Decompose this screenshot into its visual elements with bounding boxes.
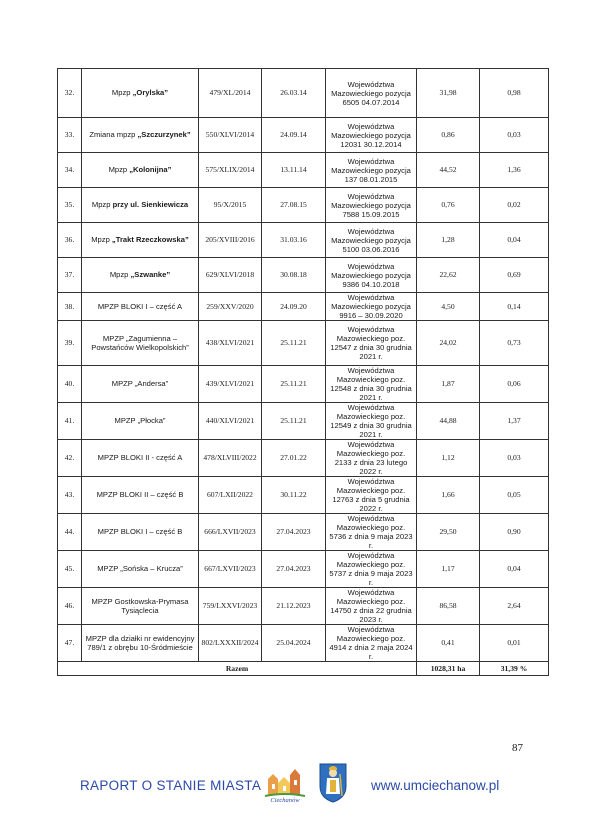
- total-label: Razem: [58, 662, 417, 676]
- plan-name-bold: „Orylska”: [132, 88, 169, 98]
- plan-area: 1,87: [417, 366, 480, 403]
- plan-area: 0,76: [417, 188, 480, 223]
- plan-area: 1,28: [417, 223, 480, 258]
- plan-name-bold: „Szczurzynek”: [137, 130, 191, 140]
- footer-report-title: RAPORT O STANIE MIASTA: [80, 778, 262, 793]
- plan-name-bold: „Szwanke”: [130, 270, 171, 280]
- table-row: [58, 477, 549, 514]
- table-row: [58, 440, 549, 477]
- plan-name-prefix: Mpzp: [91, 200, 113, 210]
- publication-journal: Województwa Mazowieckiego pozycja 7588 15.09.2015: [326, 188, 417, 223]
- plan-area: 1,66: [417, 477, 480, 514]
- resolution-number: 550/XLVI/2014: [199, 118, 262, 153]
- row-number: 42.: [58, 440, 82, 477]
- table-row: [58, 625, 549, 662]
- row-number: 47.: [58, 625, 82, 662]
- plan-name: [82, 625, 199, 662]
- plan-name-prefix: MPZP BLOKI I – część B: [97, 527, 183, 537]
- plan-name-prefix: MPZP „Andersa”: [111, 379, 169, 389]
- table-row: [58, 588, 549, 625]
- resolution-number: 95/X/2015: [199, 188, 262, 223]
- resolution-number: 629/XLVI/2018: [199, 258, 262, 293]
- resolution-date: 25.11.21: [262, 403, 326, 440]
- resolution-number: 439/XLVI/2021: [199, 366, 262, 403]
- plan-name: [82, 69, 199, 118]
- plan-percentage: 2,64: [480, 588, 549, 625]
- row-number: 38.: [58, 293, 82, 321]
- plan-name-prefix: MPZP „Zagumienna – Powstańców Wielkopolskich”: [91, 333, 189, 352]
- publication-journal: Województwa Mazowieckiego poz. 12549 z dnia 30 grudnia 2021 r.: [326, 403, 417, 440]
- resolution-number: 667/LXVII/2023: [199, 551, 262, 588]
- plan-percentage: 0,06: [480, 366, 549, 403]
- row-number: 40.: [58, 366, 82, 403]
- publication-journal: Województwa Mazowieckiego poz. 12548 z dnia 30 grudnia 2021 r.: [326, 366, 417, 403]
- row-number: 33.: [58, 118, 82, 153]
- plan-percentage: 1,37: [480, 403, 549, 440]
- plan-name: [82, 153, 199, 188]
- plan-percentage: 0,98: [480, 69, 549, 118]
- coat-of-arms-icon: [318, 762, 348, 804]
- row-number: 35.: [58, 188, 82, 223]
- resolution-date: 25.04.2024: [262, 625, 326, 662]
- plan-percentage: 0,03: [480, 118, 549, 153]
- plan-percentage: 0,03: [480, 440, 549, 477]
- publication-journal: Województwa Mazowieckiego poz. 12547 z dnia 30 grudnia 2021 r.: [326, 321, 417, 366]
- resolution-number: 666/LXVII/2023: [199, 514, 262, 551]
- resolution-date: 25.11.21: [262, 321, 326, 366]
- total-pct: 31,39 %: [480, 662, 549, 676]
- resolution-date: 24.09.14: [262, 118, 326, 153]
- plan-name: [82, 366, 199, 403]
- plan-name-prefix: MPZP BLOKI II – część B: [96, 490, 184, 500]
- publication-journal: Województwa Mazowieckiego poz. 12763 z dnia 5 grudnia 2022 r.: [326, 477, 417, 514]
- plan-name: [82, 551, 199, 588]
- plan-percentage: 0,02: [480, 188, 549, 223]
- plan-name: [82, 321, 199, 366]
- publication-journal: Województwa Mazowieckiego poz. 5736 z dnia 9 maja 2023 r.: [326, 514, 417, 551]
- row-number: 41.: [58, 403, 82, 440]
- plan-area: 31,98: [417, 69, 480, 118]
- row-number: 39.: [58, 321, 82, 366]
- plan-name-bold: „Kolonijna”: [129, 165, 172, 175]
- table-row: [58, 366, 549, 403]
- resolution-date: 27.04.2023: [262, 551, 326, 588]
- publication-journal: Województwa Mazowieckiego poz. 5737 z dnia 9 maja 2023 r.: [326, 551, 417, 588]
- plan-area: 24,02: [417, 321, 480, 366]
- plan-area: 4,50: [417, 293, 480, 321]
- plan-percentage: 1,36: [480, 153, 549, 188]
- table-row: [58, 514, 549, 551]
- resolution-number: 575/XLIX/2014: [199, 153, 262, 188]
- publication-journal: Województwa Mazowieckiego poz. 14750 z dnia 22 grudnia 2023 r.: [326, 588, 417, 625]
- city-logo-text: Ciechanów: [270, 797, 300, 803]
- spatial-plans-table: [57, 68, 549, 676]
- publication-journal: Województwa Mazowieckiego poz. 2133 z dnia 23 lutego 2022 r.: [326, 440, 417, 477]
- plan-percentage: 0,04: [480, 223, 549, 258]
- plan-area: 44,52: [417, 153, 480, 188]
- plan-name-prefix: Mpzp: [111, 88, 133, 98]
- plan-name: [82, 403, 199, 440]
- plan-name: [82, 477, 199, 514]
- plan-name-prefix: MPZP Gostkowska-Prymasa Tysiąclecia: [91, 596, 189, 615]
- resolution-date: 31.03.16: [262, 223, 326, 258]
- publication-journal: Województwa Mazowieckiego pozycja 9916 – 30.09.2020: [326, 293, 417, 321]
- resolution-date: 30.11.22: [262, 477, 326, 514]
- resolution-number: 438/XLVI/2021: [199, 321, 262, 366]
- plan-name-prefix: MPZP „Sońska – Krucza”: [97, 564, 183, 574]
- plan-percentage: 0,14: [480, 293, 549, 321]
- plan-name: [82, 440, 199, 477]
- resolution-date: 21.12.2023: [262, 588, 326, 625]
- plan-area: 29,50: [417, 514, 480, 551]
- plan-name: [82, 514, 199, 551]
- publication-journal: Województwa Mazowieckiego pozycja 5100 03.06.2016: [326, 223, 417, 258]
- total-area: 1028,31 ha: [417, 662, 480, 676]
- plan-name-prefix: Zmiana mpzp: [89, 130, 138, 140]
- footer-website: www.umciechanow.pl: [371, 778, 500, 793]
- table-body: [58, 69, 549, 662]
- publication-journal: Województwa Mazowieckiego pozycja 9386 04.10.2018: [326, 258, 417, 293]
- resolution-date: 27.04.2023: [262, 514, 326, 551]
- plan-area: 22,62: [417, 258, 480, 293]
- plan-name-prefix: MPZP BLOKI I – część A: [97, 301, 183, 311]
- resolution-number: 478/XLVIII/2022: [199, 440, 262, 477]
- plan-percentage: 0,04: [480, 551, 549, 588]
- plan-name-prefix: MPZP BLOKI II - część A: [97, 453, 183, 463]
- plan-percentage: 0,01: [480, 625, 549, 662]
- resolution-number: 205/XVIII/2016: [199, 223, 262, 258]
- plan-name-prefix: Mpzp: [108, 165, 130, 175]
- plan-name-prefix: Mpzp: [91, 235, 112, 245]
- table-row: [58, 321, 549, 366]
- resolution-number: 259/XXV/2020: [199, 293, 262, 321]
- table-row: [58, 403, 549, 440]
- resolution-date: 25.11.21: [262, 366, 326, 403]
- table-row: [58, 118, 549, 153]
- resolution-date: 27.08.15: [262, 188, 326, 223]
- plan-name: [82, 258, 199, 293]
- resolution-date: 27.01.22: [262, 440, 326, 477]
- row-number: 43.: [58, 477, 82, 514]
- plan-name-prefix: MPZP dla działki nr ewidencyjny 789/1 z obrębu 10-Śródmieście: [85, 633, 195, 652]
- plan-name-prefix: MPZP „Płocka”: [114, 416, 166, 426]
- plan-percentage: 0,90: [480, 514, 549, 551]
- resolution-number: 759/LXXVI/2023: [199, 588, 262, 625]
- plan-area: 44,88: [417, 403, 480, 440]
- plan-name-prefix: Mpzp: [109, 270, 131, 280]
- table-row: [58, 293, 549, 321]
- table-row: [58, 188, 549, 223]
- resolution-date: 30.08.18: [262, 258, 326, 293]
- plan-percentage: 0,05: [480, 477, 549, 514]
- table-row: [58, 69, 549, 118]
- table-row: [58, 223, 549, 258]
- plan-percentage: 0,73: [480, 321, 549, 366]
- resolution-date: 13.11.14: [262, 153, 326, 188]
- plan-area: 1,12: [417, 440, 480, 477]
- row-number: 44.: [58, 514, 82, 551]
- publication-journal: Województwa Mazowieckiego poz. 4914 z dnia 2 maja 2024 r.: [326, 625, 417, 662]
- resolution-date: 24.09.20: [262, 293, 326, 321]
- table-row: [58, 258, 549, 293]
- plan-area: 0,41: [417, 625, 480, 662]
- publication-journal: Województwa Mazowieckiego pozycja 137 08.01.2015: [326, 153, 417, 188]
- plan-area: 1,17: [417, 551, 480, 588]
- resolution-number: 479/XL/2014: [199, 69, 262, 118]
- resolution-number: 802/LXXXII/2024: [199, 625, 262, 662]
- plan-name-bold: przy ul. Sienkiewicza: [112, 200, 189, 210]
- resolution-number: 607/LXII/2022: [199, 477, 262, 514]
- plan-name: [82, 223, 199, 258]
- table-row: [58, 551, 549, 588]
- row-number: 34.: [58, 153, 82, 188]
- row-number: 32.: [58, 69, 82, 118]
- page-number: 87: [512, 742, 523, 754]
- plan-area: 0,86: [417, 118, 480, 153]
- row-number: 36.: [58, 223, 82, 258]
- table-row: [58, 153, 549, 188]
- plan-name: [82, 293, 199, 321]
- publication-journal: Województwa Mazowieckiego pozycja 12031 30.12.2014: [326, 118, 417, 153]
- plan-name: [82, 118, 199, 153]
- plan-name: [82, 188, 199, 223]
- plan-area: 86,58: [417, 588, 480, 625]
- resolution-date: 26.03.14: [262, 69, 326, 118]
- plan-percentage: 0,69: [480, 258, 549, 293]
- plan-name: [82, 588, 199, 625]
- row-number: 45.: [58, 551, 82, 588]
- resolution-number: 440/XLVI/2021: [199, 403, 262, 440]
- row-number: 46.: [58, 588, 82, 625]
- total-row: [58, 662, 549, 676]
- plan-name-bold: „Trakt Rzeczkowska”: [111, 235, 189, 245]
- publication-journal: Województwa Mazowieckiego pozycja 6505 04.07.2014: [326, 69, 417, 118]
- row-number: 37.: [58, 258, 82, 293]
- city-logo: [262, 765, 308, 803]
